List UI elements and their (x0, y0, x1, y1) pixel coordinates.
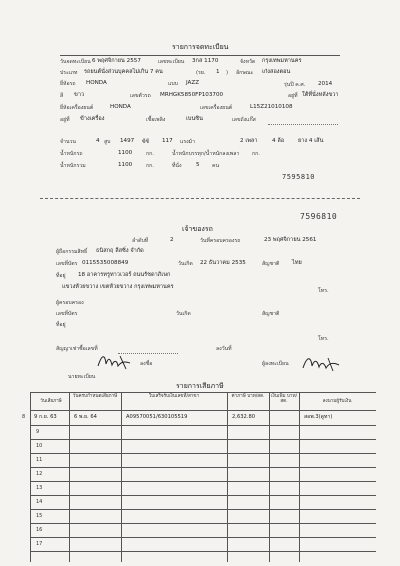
addr-value-1: 18 อาคารทรูทาวเวอร์ ถนนรัชดาภิเษก (78, 272, 171, 278)
gas-dots (268, 124, 338, 125)
cyl-label: จำนวน (60, 139, 76, 145)
type-label: ประเภท (60, 70, 78, 76)
nation2-label: สัญชาติ (262, 311, 280, 317)
tax-header-tax: ค่าภาษี บาท/สต. (231, 394, 265, 399)
addr2-label: ที่อยู่ (56, 322, 66, 328)
row-number: 15 (36, 513, 43, 519)
seat-label: ที่นั่ง (172, 163, 182, 169)
serial-stamp: 7596810 (300, 212, 338, 221)
cc-unit: ซีซี (142, 139, 150, 145)
reg-no-value: 3กส 1170 (192, 58, 219, 64)
province-value: กรุงเทพมหานคร (262, 58, 302, 64)
engine-loc-label: อยู่ที่ (60, 117, 70, 123)
rod-label: (รย. (196, 70, 206, 76)
model-label: แบบ (168, 81, 178, 87)
fuel-value: เบนซิน (186, 116, 203, 122)
possessor-label: ผู้ครอบครอง (56, 300, 84, 306)
cyl-value: 4 (96, 138, 100, 144)
id2-label: เลขที่บัตร (56, 311, 78, 317)
possess-label: วันที่ครอบครองรถ (200, 238, 241, 244)
registrar-label: ผู้ลงทะเบียน (262, 361, 289, 367)
type-value: รถยนต์นั่งส่วนบุคคลไม่เกิน 7 คน (84, 69, 163, 75)
tax-header-sign: ลงนามผู้รับเงิน (322, 399, 352, 404)
tax-header-receipt: ใบเสร็จรับเงินเลขที่/สาขา (148, 394, 200, 399)
engine-loc-value: ข้างเครื่อง (80, 116, 105, 122)
row-paid-date: 9 ก.ย. 63 (34, 414, 57, 420)
row-receipt: A09570051/630105519 (126, 414, 188, 420)
brand-label: ยี่ห้อรถ (60, 81, 76, 87)
signature-right (300, 353, 342, 373)
weight-value: 1100 (118, 150, 133, 156)
year-value: 2014 (318, 81, 333, 87)
nation-value: ไทย (292, 260, 302, 266)
row-tax-amount: 2,632.80 (232, 414, 256, 420)
chassis-value: MRHGK5850FP103700 (160, 92, 224, 98)
fuel-label: เชื้อเพลิง (146, 117, 166, 123)
id-label: เลขที่บัตร (56, 261, 78, 267)
row-signer: สอพ.3(ดูทา) (304, 414, 333, 420)
model-value: JAZZ (186, 80, 200, 86)
rod-value: 1 (216, 69, 220, 75)
hp-unit: แรงม้า (180, 139, 195, 145)
province-label: จังหวัด (240, 59, 256, 65)
row-rule (30, 509, 376, 510)
row-rule (30, 537, 376, 538)
style-value: เก๋งสองตอน (262, 69, 291, 75)
seat-unit: คน (212, 163, 220, 169)
possess-value: 23 พฤศจิกายน 2561 (264, 237, 317, 243)
engine-no-label: เลขเครื่องยนต์ (200, 105, 233, 111)
cyl-unit: สูบ (104, 139, 111, 145)
chassis-loc-value: ใต้ที่นั่งหลังขวา (302, 92, 339, 98)
addr-value-2: แขวงห้วยขวาง เขตห้วยขวาง กรุงเทพมหานคร (62, 284, 174, 290)
style-label: ลักษณะ (236, 70, 254, 76)
tax-header-due: วันครบกำหนดเสียภาษี (72, 394, 118, 399)
contract-label: สัญญาเช่าซื้อเลขที่ (56, 346, 98, 352)
color-label: สี (60, 93, 64, 99)
registration-title: รายการจดทะเบียน (172, 43, 229, 51)
engine-no-value: L15Z21010108 (250, 104, 293, 110)
contract-date-label: ลงวันที่ (216, 346, 232, 352)
tel-label: โทร. (318, 288, 329, 294)
row-number: 12 (36, 471, 43, 477)
gas-label: เลขถังแก๊ส (232, 117, 256, 123)
axle-value: 2 เพลา (240, 138, 258, 144)
gross-unit: กก. (146, 163, 154, 169)
weight-unit: กก. (146, 151, 154, 157)
signature-left (96, 352, 134, 372)
weight-label: น้ำหนักรถ (60, 151, 83, 157)
order-label: ลำดับที่ (132, 238, 149, 244)
sign-label: ลงชื่อ (140, 361, 153, 367)
row-rule (30, 523, 376, 524)
title-rule (60, 55, 340, 56)
tyre-value: ยาง 4 เส้น (298, 138, 324, 144)
tax-row (22, 410, 376, 425)
row-rule (30, 495, 376, 496)
engine-brand-value: HONDA (110, 104, 131, 110)
tax-table (22, 392, 376, 562)
gross-label: น้ำหนักรวม (60, 163, 86, 169)
tax-title: รายการเสียภาษี (176, 382, 224, 390)
brand-value: HONDA (86, 80, 107, 86)
row-number: 16 (36, 527, 43, 533)
reg-date-value: 6 พฤศจิกายน 2557 (92, 58, 141, 64)
row-due-date: 6 พ.ย. 64 (74, 414, 97, 420)
hp-value: 117 (162, 138, 173, 144)
gross-value: 1100 (118, 162, 133, 168)
section-divider (40, 198, 360, 199)
dob-value: 22 ธันวาคม 2535 (200, 260, 246, 266)
row-number: 10 (36, 443, 43, 449)
nation-label: สัญชาติ (262, 261, 280, 267)
row-number: 11 (36, 457, 43, 463)
cc-value: 1497 (120, 138, 135, 144)
year-label: รุ่นปี ค.ศ. (284, 82, 306, 88)
dob-label: วันเกิด (178, 261, 193, 267)
owner-label: ผู้ถือกรรมสิทธิ์ (56, 249, 88, 255)
load-unit: กก. (252, 151, 260, 157)
row-number: 13 (36, 485, 43, 491)
rod-close: ) (226, 70, 229, 76)
row-rule (30, 551, 376, 552)
row-number: 9 (36, 429, 40, 435)
tax-header-paid: วันเสียภาษี (40, 399, 62, 404)
row-rule (30, 467, 376, 468)
chassis-loc-label: อยู่ที่ (288, 93, 298, 99)
order-value: 2 (170, 237, 174, 243)
reg-no-label: เลขทะเบียน (158, 59, 185, 65)
engine-brand-label: ยี่ห้อเครื่องยนต์ (60, 105, 94, 111)
chassis-label: เลขตัวรถ (130, 93, 151, 99)
wheel-value: 4 ล้อ (272, 138, 285, 144)
sign-caption: นายทะเบียน (68, 374, 96, 380)
row-number: 17 (36, 541, 43, 547)
tax-header-extra: เงินเพิ่ม บาท/สต. (270, 394, 298, 404)
tel2-label: โทร. (318, 336, 329, 342)
row-rule (30, 453, 376, 454)
row-rule (30, 425, 376, 426)
addr-label: ที่อยู่ (56, 273, 66, 279)
load-label: น้ำหนักบรรทุก/น้ำหนักลงเพลา (172, 151, 240, 157)
owner-section-title: เจ้าของรถ (182, 225, 213, 233)
reg-date-label: วันจดทะเบียน (60, 59, 91, 65)
row-rule (30, 439, 376, 440)
stamp-number: 7595810 (282, 173, 316, 181)
owner-value: ธนิสกฤ ลีสซิ่ง จำกัด (96, 248, 144, 254)
row-number: 14 (36, 499, 43, 505)
row-number: 8 (22, 414, 26, 420)
id-value: 0115535008849 (82, 260, 129, 266)
dob2-label: วันเกิด (176, 311, 191, 317)
seat-value: 5 (196, 162, 200, 168)
row-rule (30, 481, 376, 482)
color-value: ขาว (74, 92, 85, 98)
